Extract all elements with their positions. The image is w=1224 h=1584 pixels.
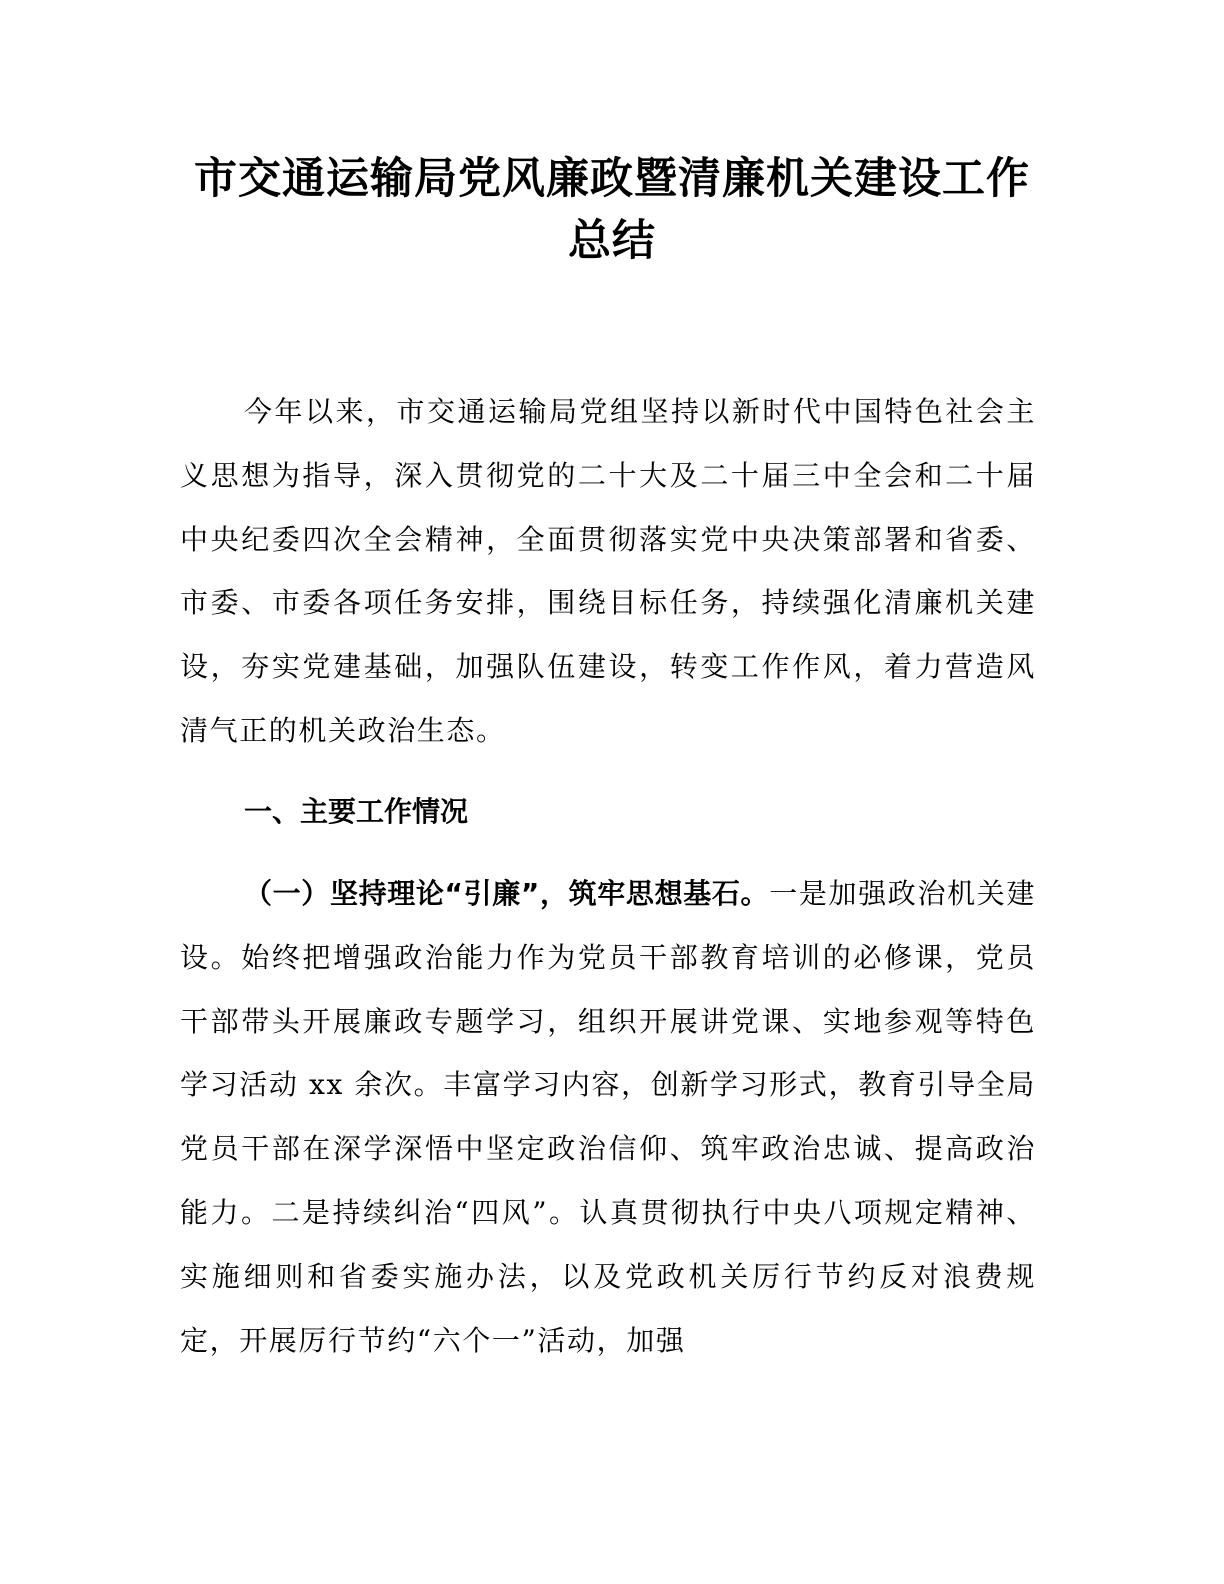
intro-paragraph: 今年以来，市交通运输局党组坚持以新时代中国特色社会主义思想为指导，深入贯彻党的二十大及二十届三中全会和二十届中央纪委四次全会精神，全面贯彻落实党中央决策部署和省委、市委、市委各项任务安排，围绕目标任务，持续强化清廉机关建设，夯实党建基础，加强队伍建设，转变工作作风，着力营造风清气正的机关政治生态。 bbox=[180, 395, 1036, 747]
subsection-lead: （一）坚持理论“引廉”，筑牢思想基石。 bbox=[244, 877, 770, 910]
title-line-2: 总结 bbox=[568, 216, 656, 266]
title-line-1: 市交通运输局党风廉政暨清廉机关建设工作 bbox=[194, 154, 1030, 204]
subsection-body: 一是加强政治机关建设。始终把增强政治能力作为党员干部教育培训的必修课，党员干部带头开展廉政专题学习，组织开展讲党课、实地参观等特色学习活动 xx 余次。丰富学习内容，创新学习形式，教育引导全局党员干部在深学深悟中坚定政治信仰、筑牢政治忠诚、提高政治能力。二是持续纠治“四风”。认真贯彻执行中央八项规定精神、实施细则和省委实施办法，以及党政机关厉行节约反对浪费规定，开展厉行节约“六个一”活动，加强 bbox=[180, 877, 1036, 1357]
document-title bbox=[150, 148, 1074, 272]
section-heading-main-work: 一、主要工作情况 bbox=[244, 795, 469, 828]
subsection-paragraph-theory bbox=[180, 862, 1036, 1372]
